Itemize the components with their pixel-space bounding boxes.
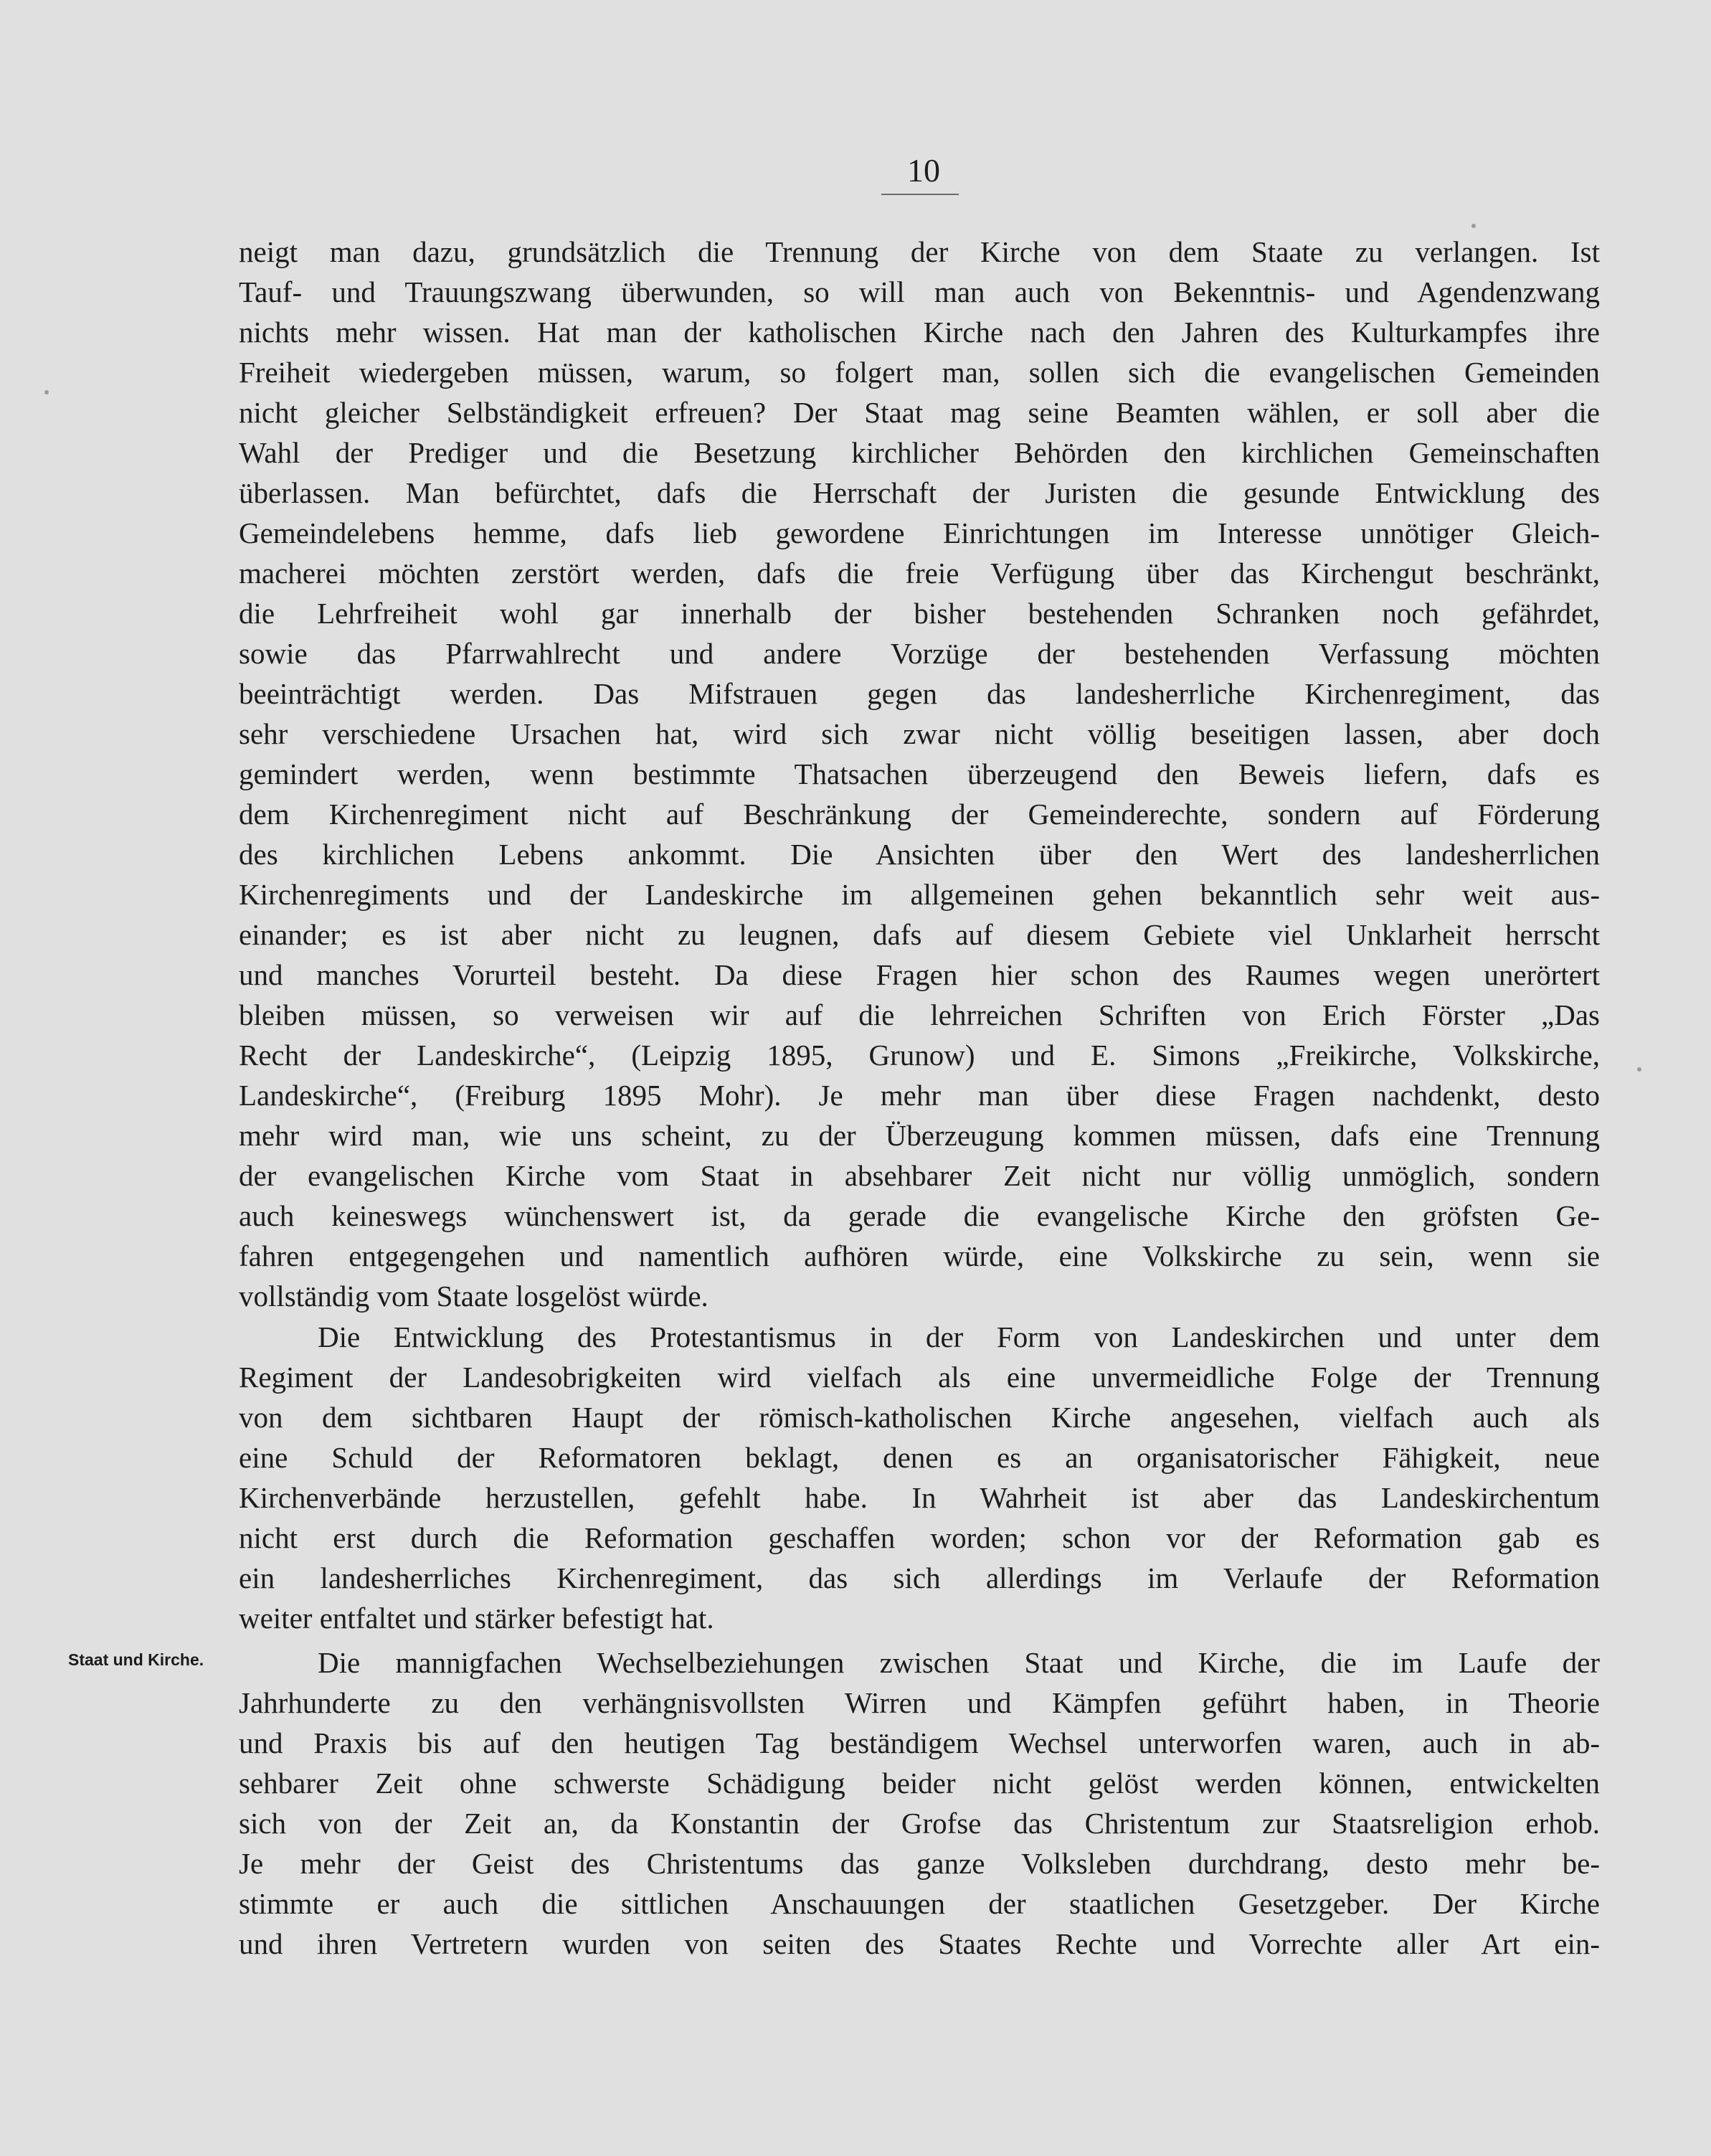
scan-speck [44,390,49,394]
text-line: auch keineswegs wünchenswert ist, da gerade die evangelische Kirche den gröfsten Ge- [239,1199,1600,1232]
margin-note: Staat und Kirche. [68,1650,204,1669]
text-line: einander; es ist aber nicht zu leugnen, dafs auf diesem Gebiete viel Unklarheit herrscht [239,918,1600,951]
text-line: und ihren Vertretern wurden von seiten des Staates Rechte und Vorrechte aller Art ein- [239,1927,1600,1960]
text-line: weiter entfaltet und stärker befestigt hat. [239,1602,714,1635]
text-line: stimmte er auch die sittlichen Anschauungen der staatlichen Gesetzgeber. Der Kirche [239,1887,1600,1920]
page-number-rule [881,194,959,195]
paragraph-3 [239,1642,1600,1964]
text-line: die Lehrfreiheit wohl gar innerhalb der bisher bestehenden Schranken noch gefährdet, [239,597,1600,630]
text-line: ein landesherrliches Kirchenregiment, das sich allerdings im Verlaufe der Reformation [239,1561,1600,1594]
scan-speck [1637,1067,1641,1072]
text-line: sehbarer Zeit ohne schwerste Schädigung beider nicht gelöst werden können, entwickelten [239,1767,1600,1800]
text-line: Kirchenregiments und der Landeskirche im allgemeinen gehen bekanntlich sehr weit aus- [239,878,1600,911]
text-line: eine Schuld der Reformatoren beklagt, denen es an organisatorischer Fähigkeit, neue [239,1441,1600,1474]
text-line: überlassen. Man befürchtet, dafs die Herrschaft der Juristen die gesunde Entwicklung des [239,476,1600,509]
paragraph-2 [239,1317,1600,1638]
text-line: sich von der Zeit an, da Konstantin der Grofse das Christentum zur Staatsreligion erhob. [239,1807,1600,1840]
text-line: Die mannigfachen Wechselbeziehungen zwischen Staat und Kirche, die im Laufe der [318,1646,1600,1679]
text-line: bleiben müssen, so verweisen wir auf die lehrreichen Schriften von Erich Förster „Das [239,998,1600,1031]
text-line: Regiment der Landesobrigkeiten wird vielfach als eine unvermeidliche Folge der Trennung [239,1361,1600,1394]
text-line: Gemeindelebens hemme, dafs lieb gewordene Einrichtungen im Interesse unnötiger Gleich- [239,516,1600,549]
text-line: Landeskirche“, (Freiburg 1895 Mohr). Je mehr man über diese Fragen nachdenkt, desto [239,1079,1600,1112]
text-line: vollständig vom Staate losgelöst würde. [239,1280,708,1313]
text-line: Tauf- und Trauungszwang überwunden, so will man auch von Bekenntnis- und Agendenzwang [239,275,1600,308]
text-line: dem Kirchenregiment nicht auf Beschränkung der Gemeinderechte, sondern auf Förderung [239,798,1600,831]
text-line: macherei möchten zerstört werden, dafs die freie Verfügung über das Kirchengut beschränkt, [239,557,1600,590]
text-line: sowie das Pfarrwahlrecht und andere Vorzüge der bestehenden Verfassung möchten [239,637,1600,670]
text-line: von dem sichtbaren Haupt der römisch-katholischen Kirche angesehen, vielfach auch als [239,1401,1600,1434]
text-line: gemindert werden, wenn bestimmte Thatsachen überzeugend den Beweis liefern, dafs es [239,757,1600,790]
paragraph-1 [239,232,1600,1316]
text-line: fahren entgegengehen und namentlich aufhören würde, eine Volkskirche zu sein, wenn sie [239,1239,1600,1272]
text-line: und Praxis bis auf den heutigen Tag beständigem Wechsel unterworfen waren, auch in ab- [239,1726,1600,1759]
scan-speck [1471,224,1476,228]
text-line: mehr wird man, wie uns scheint, zu der Überzeugung kommen müssen, dafs eine Trennung [239,1119,1600,1152]
text-line: nicht gleicher Selbständigkeit erfreuen? Der Staat mag seine Beamten wählen, er soll aber die [239,396,1600,429]
text-line: beeinträchtigt werden. Das Mifstrauen gegen das landesherrliche Kirchenregiment, das [239,677,1600,710]
text-line: sehr verschiedene Ursachen hat, wird sich zwar nicht völlig beseitigen lassen, aber doch [239,717,1600,750]
text-line: nicht erst durch die Reformation geschaffen worden; schon vor der Reformation gab es [239,1521,1600,1554]
text-line: und manches Vorurteil besteht. Da diese Fragen hier schon des Raumes wegen unerörtert [239,958,1600,991]
page-number: 10 [907,152,940,189]
text-line: Recht der Landeskirche“, (Leipzig 1895, Grunow) und E. Simons „Freikirche, Volkskirche, [239,1039,1600,1072]
text-line: Kirchenverbände herzustellen, gefehlt habe. In Wahrheit ist aber das Landeskirchentum [239,1481,1600,1514]
text-line: des kirchlichen Lebens ankommt. Die Ansichten über den Wert des landesherrlichen [239,838,1600,871]
text-line: Freiheit wiedergeben müssen, warum, so folgert man, sollen sich die evangelischen Gemeinden [239,356,1600,389]
text-line: der evangelischen Kirche vom Staat in absehbarer Zeit nicht nur völlig unmöglich, sondern [239,1159,1600,1192]
text-line: Je mehr der Geist des Christentums das ganze Volksleben durchdrang, desto mehr be- [239,1847,1600,1880]
text-line: Wahl der Prediger und die Besetzung kirchlicher Behörden den kirchlichen Gemeinschaften [239,436,1600,469]
text-line: Die Entwicklung des Protestantismus in der Form von Landeskirchen und unter dem [318,1320,1600,1353]
text-line: neigt man dazu, grundsätzlich die Trennung der Kirche von dem Staate zu verlangen. Ist [239,235,1600,268]
text-line: nichts mehr wissen. Hat man der katholischen Kirche nach den Jahren des Kulturkampfes ihre [239,316,1600,349]
text-line: Jahrhunderte zu den verhängnisvollsten Wirren und Kämpfen geführt haben, in Theorie [239,1686,1600,1719]
